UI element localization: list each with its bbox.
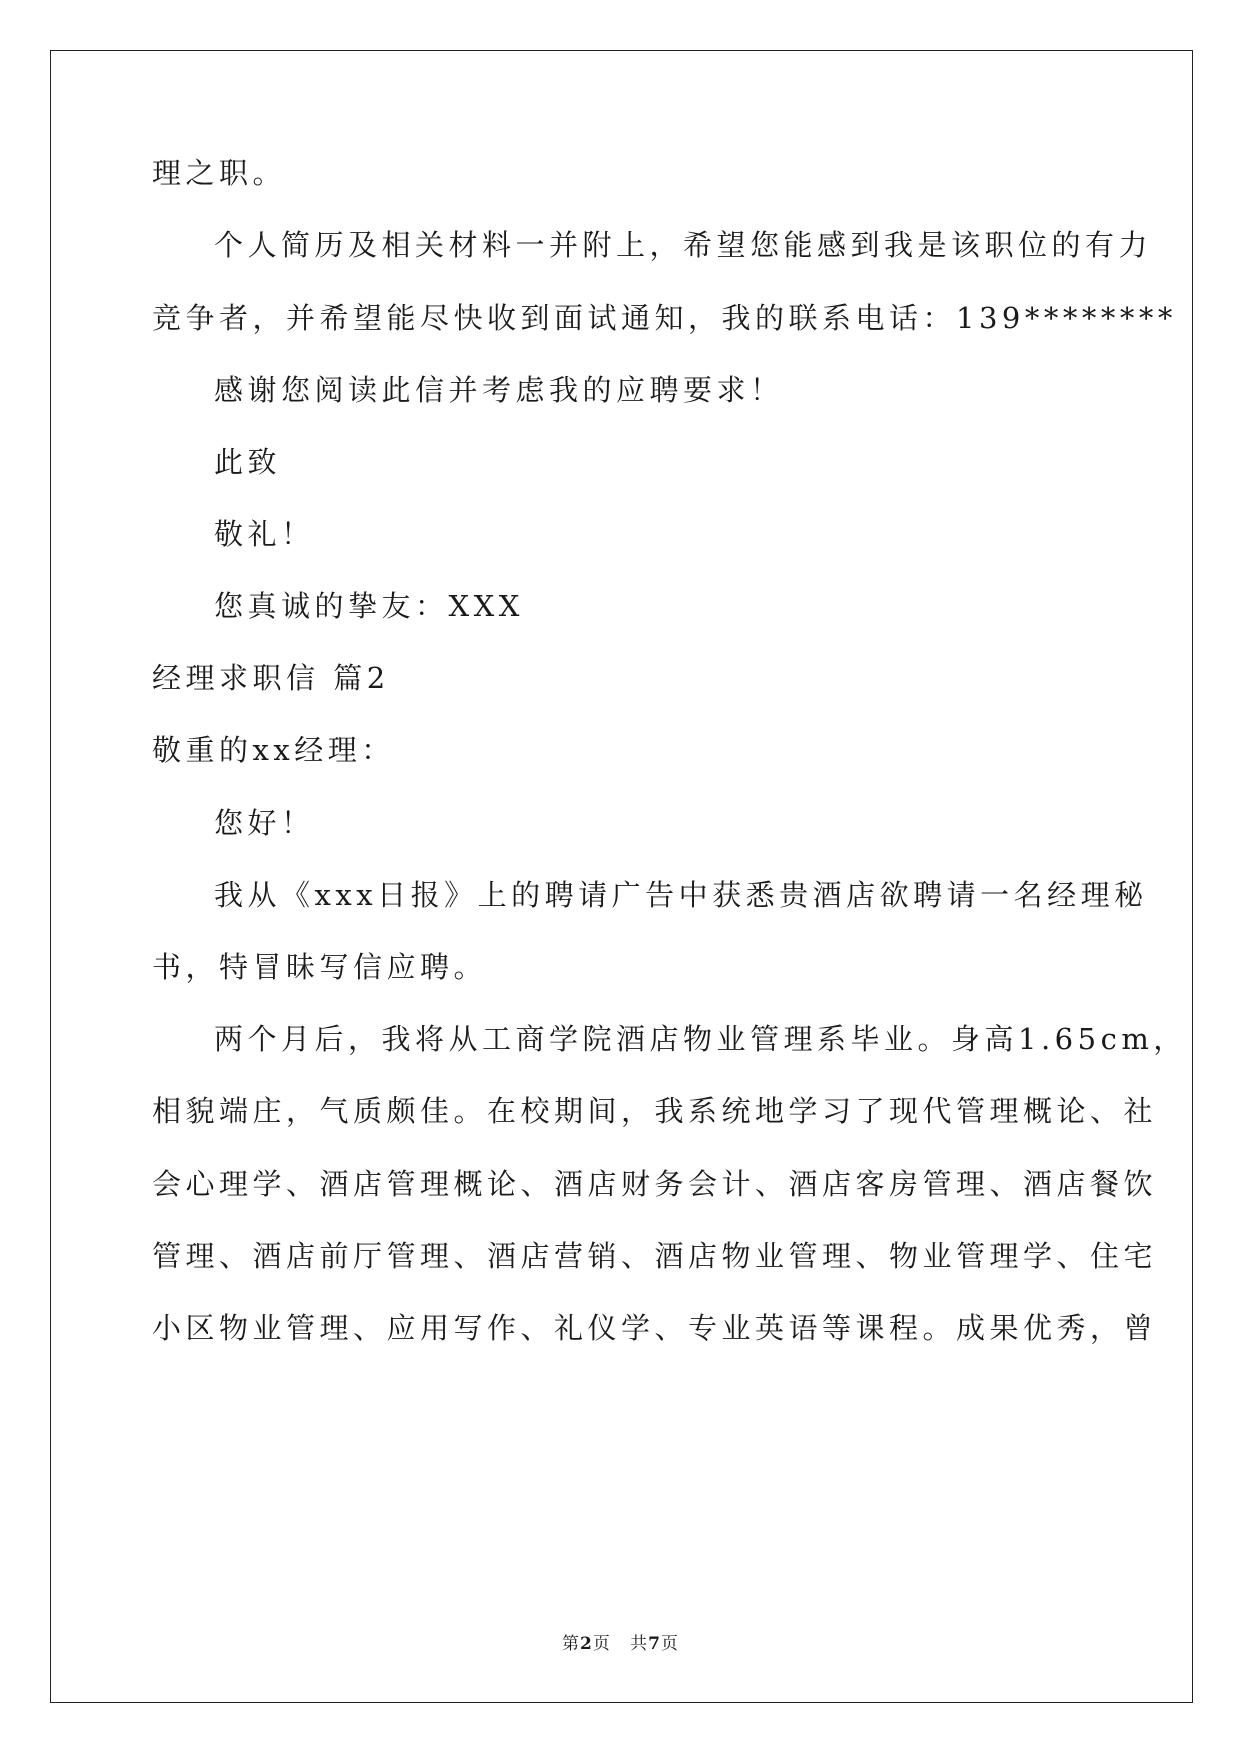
footer-suffix: 页	[660, 1634, 679, 1654]
text-line: 会心理学、酒店管理概论、酒店财务会计、酒店客房管理、酒店餐饮	[152, 1167, 1158, 1201]
text-line: 理之职。	[152, 156, 287, 190]
signature-line: 您真诚的挚友：XXX	[214, 589, 524, 623]
greeting: 您好！	[214, 806, 315, 840]
text-line: 两个月后，我将从工商学院酒店物业管理系毕业。身高1.65cm，	[214, 1022, 1187, 1056]
section-heading: 经理求职信 篇2	[152, 661, 390, 695]
page-footer	[0, 1633, 1241, 1655]
text-line: 感谢您阅读此信并考虑我的应聘要求！	[214, 373, 784, 407]
text-line: 相貌端庄，气质颇佳。在校期间，我系统地学习了现代管理概论、社	[152, 1094, 1158, 1128]
footer-mid: 页 共	[592, 1634, 649, 1654]
current-page-number: 2	[580, 1634, 593, 1654]
footer-prefix: 第	[562, 1634, 581, 1654]
salutation: 敬重的xx经理：	[152, 733, 395, 767]
text-line: 书，特冒昧写信应聘。	[152, 950, 488, 984]
text-line: 竞争者，并希望能尽快收到面试通知，我的联系电话：139********	[152, 301, 1177, 335]
text-line: 个人简历及相关材料一并附上，希望您能感到我是该职位的有力	[214, 228, 1153, 262]
total-pages-number: 7	[648, 1634, 661, 1654]
text-line: 管理、酒店前厅管理、酒店营销、酒店物业管理、物业管理学、住宅	[152, 1239, 1158, 1273]
text-line: 我从《xxx日报》上的聘请广告中获悉贵酒店欲聘请一名经理秘	[214, 878, 1148, 912]
closing-line: 敬礼！	[214, 517, 315, 551]
text-line: 小区物业管理、应用写作、礼仪学、专业英语等课程。成果优秀，曾	[152, 1311, 1158, 1345]
closing-line: 此致	[214, 445, 282, 479]
